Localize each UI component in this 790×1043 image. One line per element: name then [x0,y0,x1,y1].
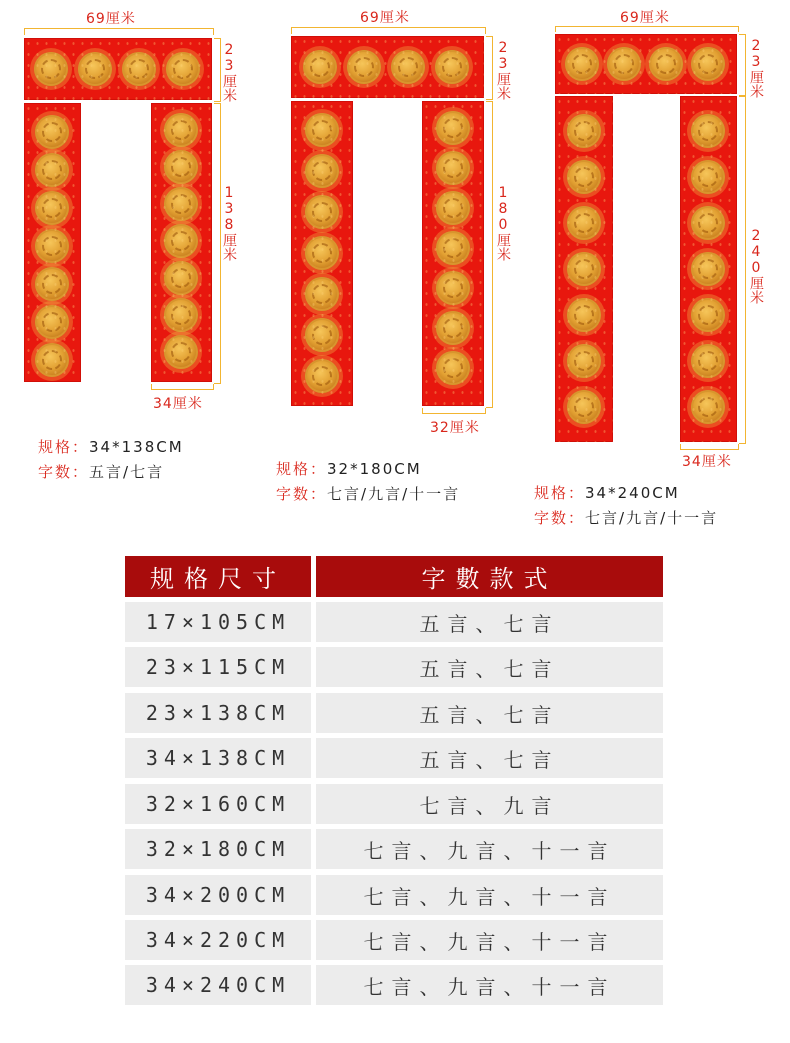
side-height-label: 180厘米 [495,185,511,261]
top-height-dimension-line [214,38,221,102]
table-cell-size: 17×105CM [125,602,311,642]
table-header-style: 字數款式 [316,556,663,597]
table-cell-size: 23×115CM [125,647,311,687]
top-height-label: 23厘米 [495,40,511,100]
gold-medallion-icon [691,114,725,148]
gold-medallion-icon [436,191,470,225]
top-height-label: 23厘米 [221,42,237,102]
gold-medallion-icon [691,47,725,81]
gold-medallion-icon [391,50,425,84]
gold-medallion-icon [303,50,337,84]
spec-label: 规格： [534,484,586,502]
side-height-dimension-line [214,103,221,384]
gold-medallion-icon [565,47,599,81]
count-label: 字数： [38,463,90,481]
table-cell-style: 五言、七言 [316,647,663,687]
side-height-dimension-line [486,101,493,408]
count-line [276,483,460,504]
gold-medallion-icon [164,298,198,332]
right-strip [680,96,737,442]
gold-medallion-icon [567,160,601,194]
gold-medallion-icon [607,47,641,81]
gold-medallion-icon [567,114,601,148]
gold-medallion-icon [691,344,725,378]
side-width-dimension-line [151,384,214,390]
gold-medallion-icon [35,229,69,263]
side-width-label: 34厘米 [682,454,732,470]
width-dimension-line [24,28,214,35]
gold-medallion-icon [436,311,470,345]
top-banner [555,34,737,94]
top-width-label: 69厘米 [86,11,136,27]
top-width-label: 69厘米 [360,10,410,26]
table-cell-size: 32×180CM [125,829,311,869]
gold-medallion-icon [567,298,601,332]
gold-medallion-icon [35,267,69,301]
gold-medallion-icon [164,261,198,295]
gold-medallion-icon [436,351,470,385]
gold-medallion-icon [305,154,339,188]
side-height-dimension-line [739,96,746,444]
gold-medallion-icon [164,187,198,221]
gold-medallion-icon [691,298,725,332]
count-label: 字数： [276,485,328,503]
side-height-label: 138厘米 [221,185,237,261]
gold-medallion-icon [78,52,112,86]
table-cell-size: 32×160CM [125,784,311,824]
count-value: 五言/七言 [89,463,165,481]
side-height-label: 240厘米 [748,228,764,304]
gold-medallion-icon [691,160,725,194]
gold-medallion-icon [35,115,69,149]
spec-value: 34*240CM [585,484,680,502]
spec-line [276,458,422,479]
table-header-size: 规格尺寸 [125,556,311,597]
spec-line [38,436,184,457]
table-cell-style: 五言、七言 [316,693,663,733]
gold-medallion-icon [164,335,198,369]
gold-medallion-icon [35,153,69,187]
gold-medallion-icon [436,151,470,185]
gold-medallion-icon [164,113,198,147]
gold-medallion-icon [305,318,339,352]
gold-medallion-icon [436,271,470,305]
table-cell-size: 34×220CM [125,920,311,960]
side-width-dimension-line [422,408,486,414]
spec-value: 34*138CM [89,438,184,456]
top-height-dimension-line [486,36,493,100]
side-width-label: 34厘米 [153,396,203,412]
table-cell-size: 34×138CM [125,738,311,778]
left-strip [24,103,81,382]
gold-medallion-icon [164,224,198,258]
gold-medallion-icon [691,252,725,286]
count-label: 字数： [534,509,586,527]
table-cell-style: 七言、九言、十一言 [316,829,663,869]
spec-label: 规格： [38,438,90,456]
gold-medallion-icon [567,390,601,424]
gold-medallion-icon [691,390,725,424]
spec-label: 规格： [276,460,328,478]
gold-medallion-icon [691,206,725,240]
side-width-dimension-line [680,444,739,450]
gold-medallion-icon [35,305,69,339]
top-banner [24,38,212,100]
top-banner [291,36,484,98]
gold-medallion-icon [567,252,601,286]
table-cell-size: 34×240CM [125,965,311,1005]
top-height-dimension-line [739,34,746,96]
gold-medallion-icon [567,344,601,378]
right-strip [151,103,212,382]
table-cell-style: 五言、七言 [316,738,663,778]
gold-medallion-icon [436,231,470,265]
spec-line [534,482,680,503]
count-value: 七言/九言/十一言 [585,509,719,527]
gold-medallion-icon [347,50,381,84]
left-strip [555,96,613,442]
gold-medallion-icon [166,52,200,86]
right-strip [422,101,484,406]
count-line [534,507,718,528]
table-cell-size: 23×138CM [125,693,311,733]
left-strip [291,101,353,406]
gold-medallion-icon [436,111,470,145]
table-cell-style: 七言、九言 [316,784,663,824]
spec-value: 32*180CM [327,460,422,478]
gold-medallion-icon [567,206,601,240]
gold-medallion-icon [164,150,198,184]
gold-medallion-icon [305,359,339,393]
gold-medallion-icon [35,191,69,225]
table-cell-style: 七言、九言、十一言 [316,875,663,915]
gold-medallion-icon [305,113,339,147]
gold-medallion-icon [305,236,339,270]
gold-medallion-icon [122,52,156,86]
side-width-label: 32厘米 [430,420,480,436]
gold-medallion-icon [305,277,339,311]
gold-medallion-icon [435,50,469,84]
table-cell-style: 七言、九言、十一言 [316,920,663,960]
table-cell-style: 五言、七言 [316,602,663,642]
gold-medallion-icon [305,195,339,229]
gold-medallion-icon [34,52,68,86]
gold-medallion-icon [35,343,69,377]
table-cell-style: 七言、九言、十一言 [316,965,663,1005]
top-width-label: 69厘米 [620,10,670,26]
width-dimension-line [291,27,486,34]
gold-medallion-icon [649,47,683,81]
top-height-label: 23厘米 [748,38,764,98]
count-line [38,461,164,482]
count-value: 七言/九言/十一言 [327,485,461,503]
table-cell-size: 34×200CM [125,875,311,915]
